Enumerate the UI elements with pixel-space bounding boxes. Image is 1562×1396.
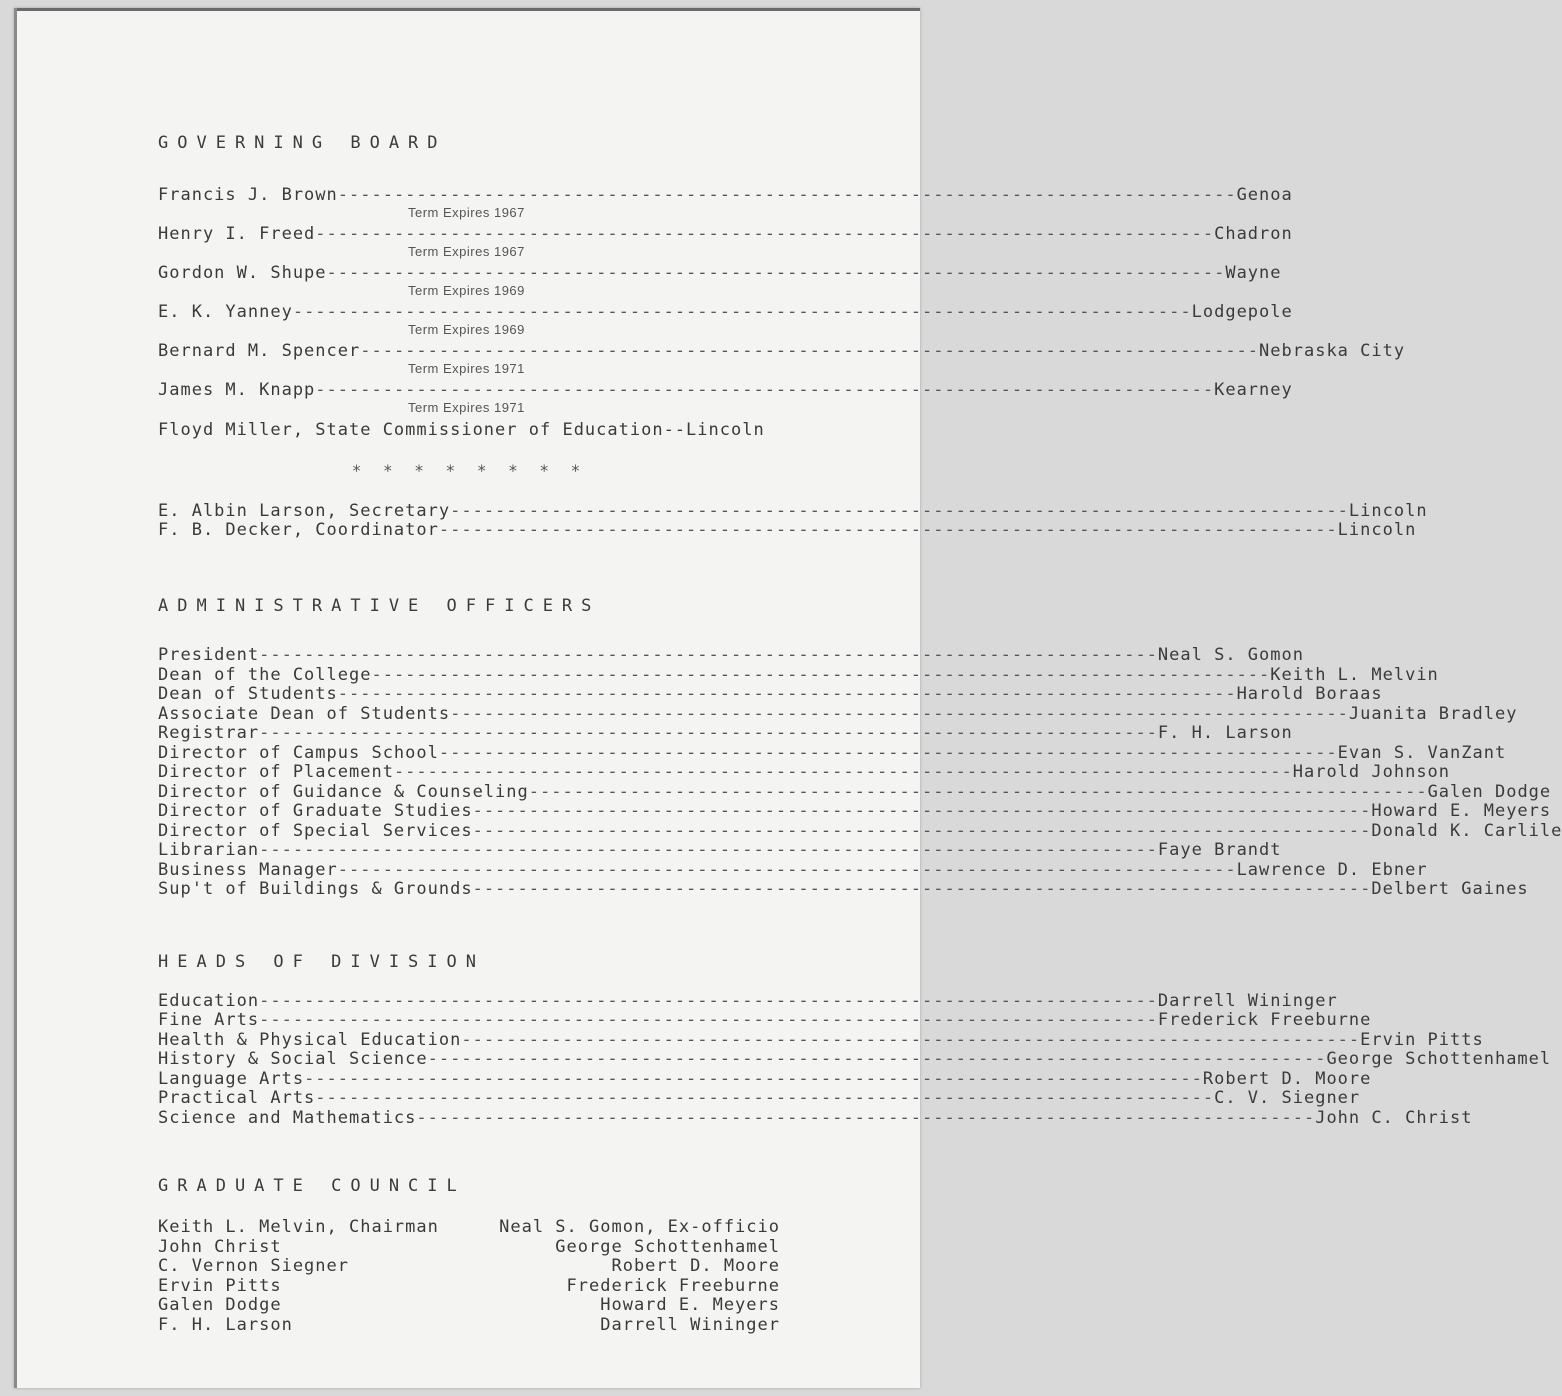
member-name: Henry I. Freed	[158, 224, 316, 244]
officer-title: Dean of the College	[158, 664, 372, 685]
council-member: Frederick Freeburne	[566, 1275, 780, 1296]
governing-board-heading: GOVERNING BOARD	[158, 133, 447, 153]
staff-place: Lincoln	[1337, 520, 1417, 540]
council-member: Robert D. Moore	[611, 1256, 780, 1276]
officer-name: Harold Boraas	[1236, 684, 1383, 704]
officer-row: Business Manager -------------------------------------------------------------------------------- Lawrence D. Ebner	[158, 859, 1428, 880]
officer-row: Director of Placement -------------------------------------------------------------------------------- Harold Johnson	[158, 762, 1451, 782]
division-row: History & Social Science -------------------------------------------------------------------------------- George Schottenhamel	[158, 1049, 1552, 1069]
member-place: Nebraska City	[1259, 341, 1406, 361]
officer-row: Dean of Students -------------------------------------------------------------------------------- Harold Boraas	[158, 684, 1383, 704]
division-name: Language Arts	[158, 1068, 305, 1089]
document-page	[14, 8, 1562, 1388]
member-place: Lodgepole	[1191, 302, 1293, 322]
staff-name: F. B. Decker, Coordinator	[158, 520, 439, 540]
division-head: Robert D. Moore	[1202, 1068, 1372, 1089]
board-member: Henry I. Freed -------------------------------------------------------------------------------- Chadron Term Expires 1967	[158, 224, 1293, 259]
officer-name: Galen Dodge	[1427, 781, 1552, 802]
board-member: Bernard M. Spencer -------------------------------------------------------------------------------- Nebraska City Term Expires 1971	[158, 341, 1406, 376]
member-term: Term Expires 1969	[408, 322, 525, 337]
administrative-officers-heading: ADMINISTRATIVE OFFICERS	[158, 596, 601, 616]
division-head: John C. Christ	[1315, 1107, 1473, 1128]
member-term: Term Expires 1967	[408, 205, 525, 220]
officer-row: Associate Dean of Students -------------------------------------------------------------------------------- Juanita Bradley	[158, 703, 1518, 724]
member-place: Wayne	[1225, 263, 1282, 283]
officer-name: Neal S. Gomon	[1157, 645, 1304, 665]
left-edge-line	[14, 8, 17, 1388]
administrative-officers-list	[158, 645, 1562, 900]
board-member: James M. Knapp -------------------------------------------------------------------------------- Kearney Term Expires 1971	[158, 380, 1293, 415]
division-head: George Schottenhamel	[1326, 1049, 1552, 1069]
heads-of-division-heading: HEADS OF DIVISION	[158, 951, 485, 972]
officer-name: Evan S. VanZant	[1337, 742, 1507, 763]
officer-row: Librarian -------------------------------------------------------------------------------- Faye Brandt	[158, 840, 1282, 860]
council-member: Neal S. Gomon, Ex-officio	[499, 1217, 780, 1237]
member-name: Gordon W. Shupe	[158, 263, 327, 283]
governing-board-list	[158, 185, 1406, 441]
council-right-column	[499, 1218, 780, 1335]
separator-stars: * * * * * * * *	[351, 461, 587, 480]
member-name: E. K. Yanney	[158, 302, 293, 322]
officer-row: Sup't of Buildings & Grounds -------------------------------------------------------------------------------- Delbert Gaines	[158, 879, 1529, 899]
division-head: Ervin Pitts	[1360, 1029, 1484, 1050]
council-member: C. Vernon Siegner	[158, 1256, 349, 1276]
member-place: Kearney	[1214, 380, 1293, 400]
council-member: Keith L. Melvin, Chairman	[158, 1217, 439, 1237]
division-name: Fine Arts	[158, 1010, 260, 1030]
officer-row: Director of Guidance & Counseling -------------------------------------------------------------------------------- Galen Dodge	[158, 781, 1552, 802]
officer-row: Registrar -------------------------------------------------------------------------------- F. H. Larson	[158, 723, 1293, 743]
officer-name: Harold Johnson	[1292, 762, 1451, 782]
member-place: Genoa	[1236, 185, 1293, 205]
officer-row: Director of Graduate Studies -------------------------------------------------------------------------------- Howard E. Meyers	[158, 801, 1552, 821]
officer-title: Director of Graduate Studies	[158, 801, 473, 821]
board-member: Gordon W. Shupe -------------------------------------------------------------------------------- Wayne Term Expires 1969	[158, 263, 1282, 298]
division-row: Health & Physical Education -------------------------------------------------------------------------------- Ervin Pitts	[158, 1029, 1484, 1050]
division-head: C. V. Siegner	[1214, 1088, 1361, 1108]
member-term: Term Expires 1967	[408, 244, 525, 259]
officer-name: Keith L. Melvin	[1270, 664, 1439, 685]
council-left-column	[158, 1218, 439, 1335]
officer-name: Juanita Bradley	[1348, 703, 1518, 724]
board-staff-list	[158, 501, 1428, 540]
member-place: Chadron	[1214, 224, 1293, 244]
heads-of-division-list	[158, 990, 1552, 1129]
member-term: Term Expires 1969	[408, 283, 525, 298]
council-member: Galen Dodge	[158, 1295, 282, 1315]
council-member: Howard E. Meyers	[600, 1295, 780, 1315]
officer-title: Director of Special Services	[158, 820, 473, 841]
division-row: Education -------------------------------------------------------------------------------- Darrell Wininger	[158, 990, 1338, 1011]
member-term: Term Expires 1971	[408, 361, 525, 376]
council-member: Darrell Wininger	[600, 1314, 780, 1335]
division-head: Frederick Freeburne	[1157, 1010, 1372, 1030]
division-name: Practical Arts	[158, 1088, 316, 1108]
division-name: Health & Physical Education	[158, 1029, 462, 1050]
officer-title: Registrar	[158, 723, 260, 743]
officer-name: Lawrence D. Ebner	[1236, 859, 1428, 880]
staff-place: Lincoln	[1348, 501, 1428, 521]
document-content	[158, 133, 1562, 1335]
officer-name: Donald K. Carlile	[1371, 820, 1562, 841]
member-term: Term Expires 1971	[408, 400, 525, 415]
division-head: Darrell Wininger	[1157, 990, 1338, 1011]
officer-name: Delbert Gaines	[1371, 879, 1529, 899]
officer-title: Business Manager	[158, 859, 338, 880]
staff-row: E. Albin Larson, Secretary -------------------------------------------------------------------------------- Lincoln	[158, 501, 1428, 521]
officer-title: Director of Guidance & Counseling	[158, 781, 529, 802]
officer-title: President	[158, 645, 260, 665]
graduate-council-members	[158, 1218, 780, 1335]
officer-title: Sup't of Buildings & Grounds	[158, 879, 473, 899]
council-member: John Christ	[158, 1236, 282, 1257]
state-commissioner: Floyd Miller, State Commissioner of Education--Lincoln	[158, 420, 765, 440]
division-name: Education	[158, 990, 260, 1011]
staff-row: F. B. Decker, Coordinator -------------------------------------------------------------------------------- Lincoln	[158, 520, 1417, 540]
division-row: Fine Arts -------------------------------------------------------------------------------- Frederick Freeburne	[158, 1010, 1372, 1030]
officer-row: Dean of the College -------------------------------------------------------------------------------- Keith L. Melvin	[158, 664, 1439, 685]
member-name: Francis J. Brown	[158, 185, 338, 205]
board-member: E. K. Yanney -------------------------------------------------------------------------------- Lodgepole Term Expires 1969	[158, 302, 1293, 337]
board-member: Francis J. Brown -------------------------------------------------------------------------------- Genoa Term Expires 1967	[158, 185, 1293, 220]
staff-name: E. Albin Larson, Secretary	[158, 501, 451, 521]
officer-name: Howard E. Meyers	[1371, 801, 1552, 821]
council-member: George Schottenhamel	[555, 1236, 780, 1257]
officer-name: F. H. Larson	[1157, 723, 1293, 743]
top-edge-line	[14, 8, 920, 11]
division-row: Science and Mathematics -------------------------------------------------------------------------------- John C. Christ	[158, 1107, 1473, 1128]
officer-name: Faye Brandt	[1157, 840, 1282, 860]
officer-row: President -------------------------------------------------------------------------------- Neal S. Gomon	[158, 645, 1304, 665]
division-name: Science and Mathematics	[158, 1107, 417, 1128]
member-name: James M. Knapp	[158, 380, 316, 400]
officer-row: Director of Campus School -------------------------------------------------------------------------------- Evan S. VanZant	[158, 742, 1507, 763]
officer-title: Librarian	[158, 840, 260, 860]
officer-title: Dean of Students	[158, 684, 338, 704]
officer-title: Director of Placement	[158, 762, 394, 782]
division-row: Practical Arts -------------------------------------------------------------------------------- C. V. Siegner	[158, 1088, 1361, 1108]
division-name: History & Social Science	[158, 1049, 428, 1069]
division-row: Language Arts -------------------------------------------------------------------------------- Robert D. Moore	[158, 1068, 1372, 1089]
officer-row: Director of Special Services -------------------------------------------------------------------------------- Donald K. Carlile	[158, 820, 1562, 841]
officer-title: Director of Campus School	[158, 742, 439, 763]
council-member: F. H. Larson	[158, 1314, 293, 1335]
member-name: Bernard M. Spencer	[158, 341, 361, 361]
graduate-council-heading: GRADUATE COUNCIL	[158, 1176, 466, 1196]
council-member: Ervin Pitts	[158, 1275, 282, 1296]
officer-title: Associate Dean of Students	[158, 703, 451, 724]
